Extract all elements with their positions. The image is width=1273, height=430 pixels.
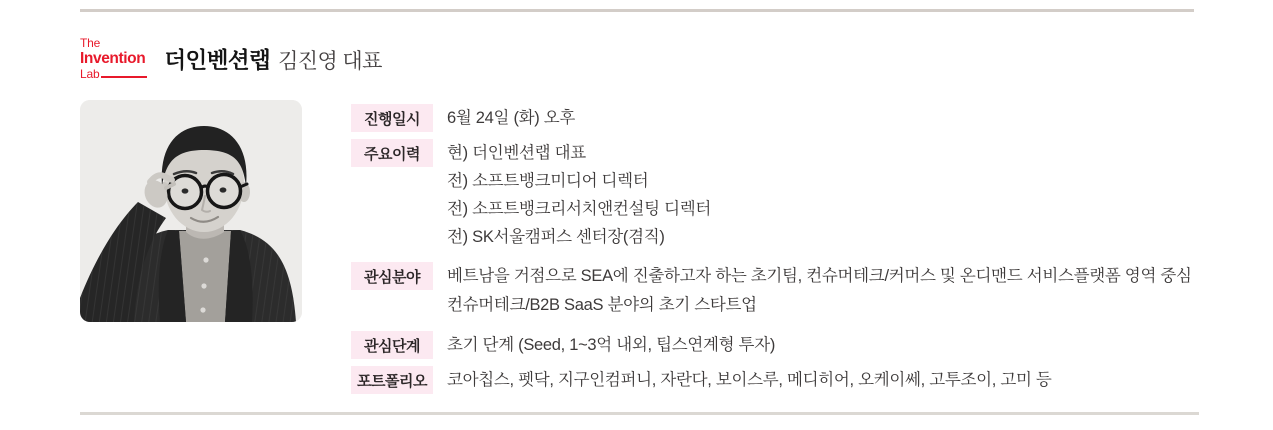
company-name: 더인벤션랩	[164, 48, 271, 73]
info-row-portfolio	[351, 366, 1192, 394]
logo-line-lab: Lab	[80, 68, 147, 81]
value-line: 전) 소프트뱅크리서치앤컨설팅 디렉터	[447, 200, 711, 218]
portrait-illustration	[80, 100, 302, 322]
value-line: 초기 단계 (Seed, 1~3억 내외, 팁스연계형 투자)	[447, 336, 776, 354]
row-value	[447, 366, 1052, 394]
logo-line-invention: Invention	[80, 50, 146, 68]
row-label: 관심분야	[351, 262, 433, 290]
header	[80, 36, 382, 82]
info-row-interest-area	[351, 262, 1192, 320]
value-line: 컨슈머테크/B2B SaaS 분야의 초기 스타트업	[447, 296, 757, 314]
info-row-stage	[351, 331, 1192, 359]
row-value	[447, 104, 575, 132]
row-label: 주요이력	[351, 139, 433, 167]
row-value	[447, 262, 1192, 320]
info-row-career	[351, 139, 1192, 251]
top-divider	[80, 9, 1194, 12]
row-label: 포트폴리오	[351, 366, 433, 394]
value-line: 코아칩스, 펫닥, 지구인컴퍼니, 자란다, 보이스루, 메디히어, 오케이쎄, 고투조이, 고미 등	[447, 371, 1052, 389]
bottom-divider	[80, 412, 1199, 415]
row-label: 진행일시	[351, 104, 433, 132]
info-row-schedule	[351, 104, 1192, 132]
person-name: 김진영 대표	[278, 50, 382, 73]
info-table	[351, 104, 1192, 401]
logo-line-the: The	[80, 36, 101, 51]
row-value	[447, 139, 711, 251]
row-value	[447, 331, 775, 359]
value-line: 베트남을 거점으로 SEA에 진출하고자 하는 초기팀, 컨슈머테크/커머스 및 온디맨드 서비스플랫폼 영역 중심	[447, 267, 1192, 285]
row-label: 관심단계	[351, 331, 433, 359]
logo-underline	[101, 76, 147, 78]
the-invention-lab-logo	[80, 37, 147, 80]
page-title	[164, 43, 381, 75]
value-line: 전) 소프트뱅크미디어 디렉터	[447, 172, 649, 190]
value-line: 현) 더인벤션랩 대표	[447, 144, 586, 162]
value-line: 6월 24일 (화) 오후	[447, 109, 576, 127]
portrait-photo	[80, 100, 302, 322]
value-line: 전) SK서울캠퍼스 센터장(겸직)	[447, 228, 665, 246]
